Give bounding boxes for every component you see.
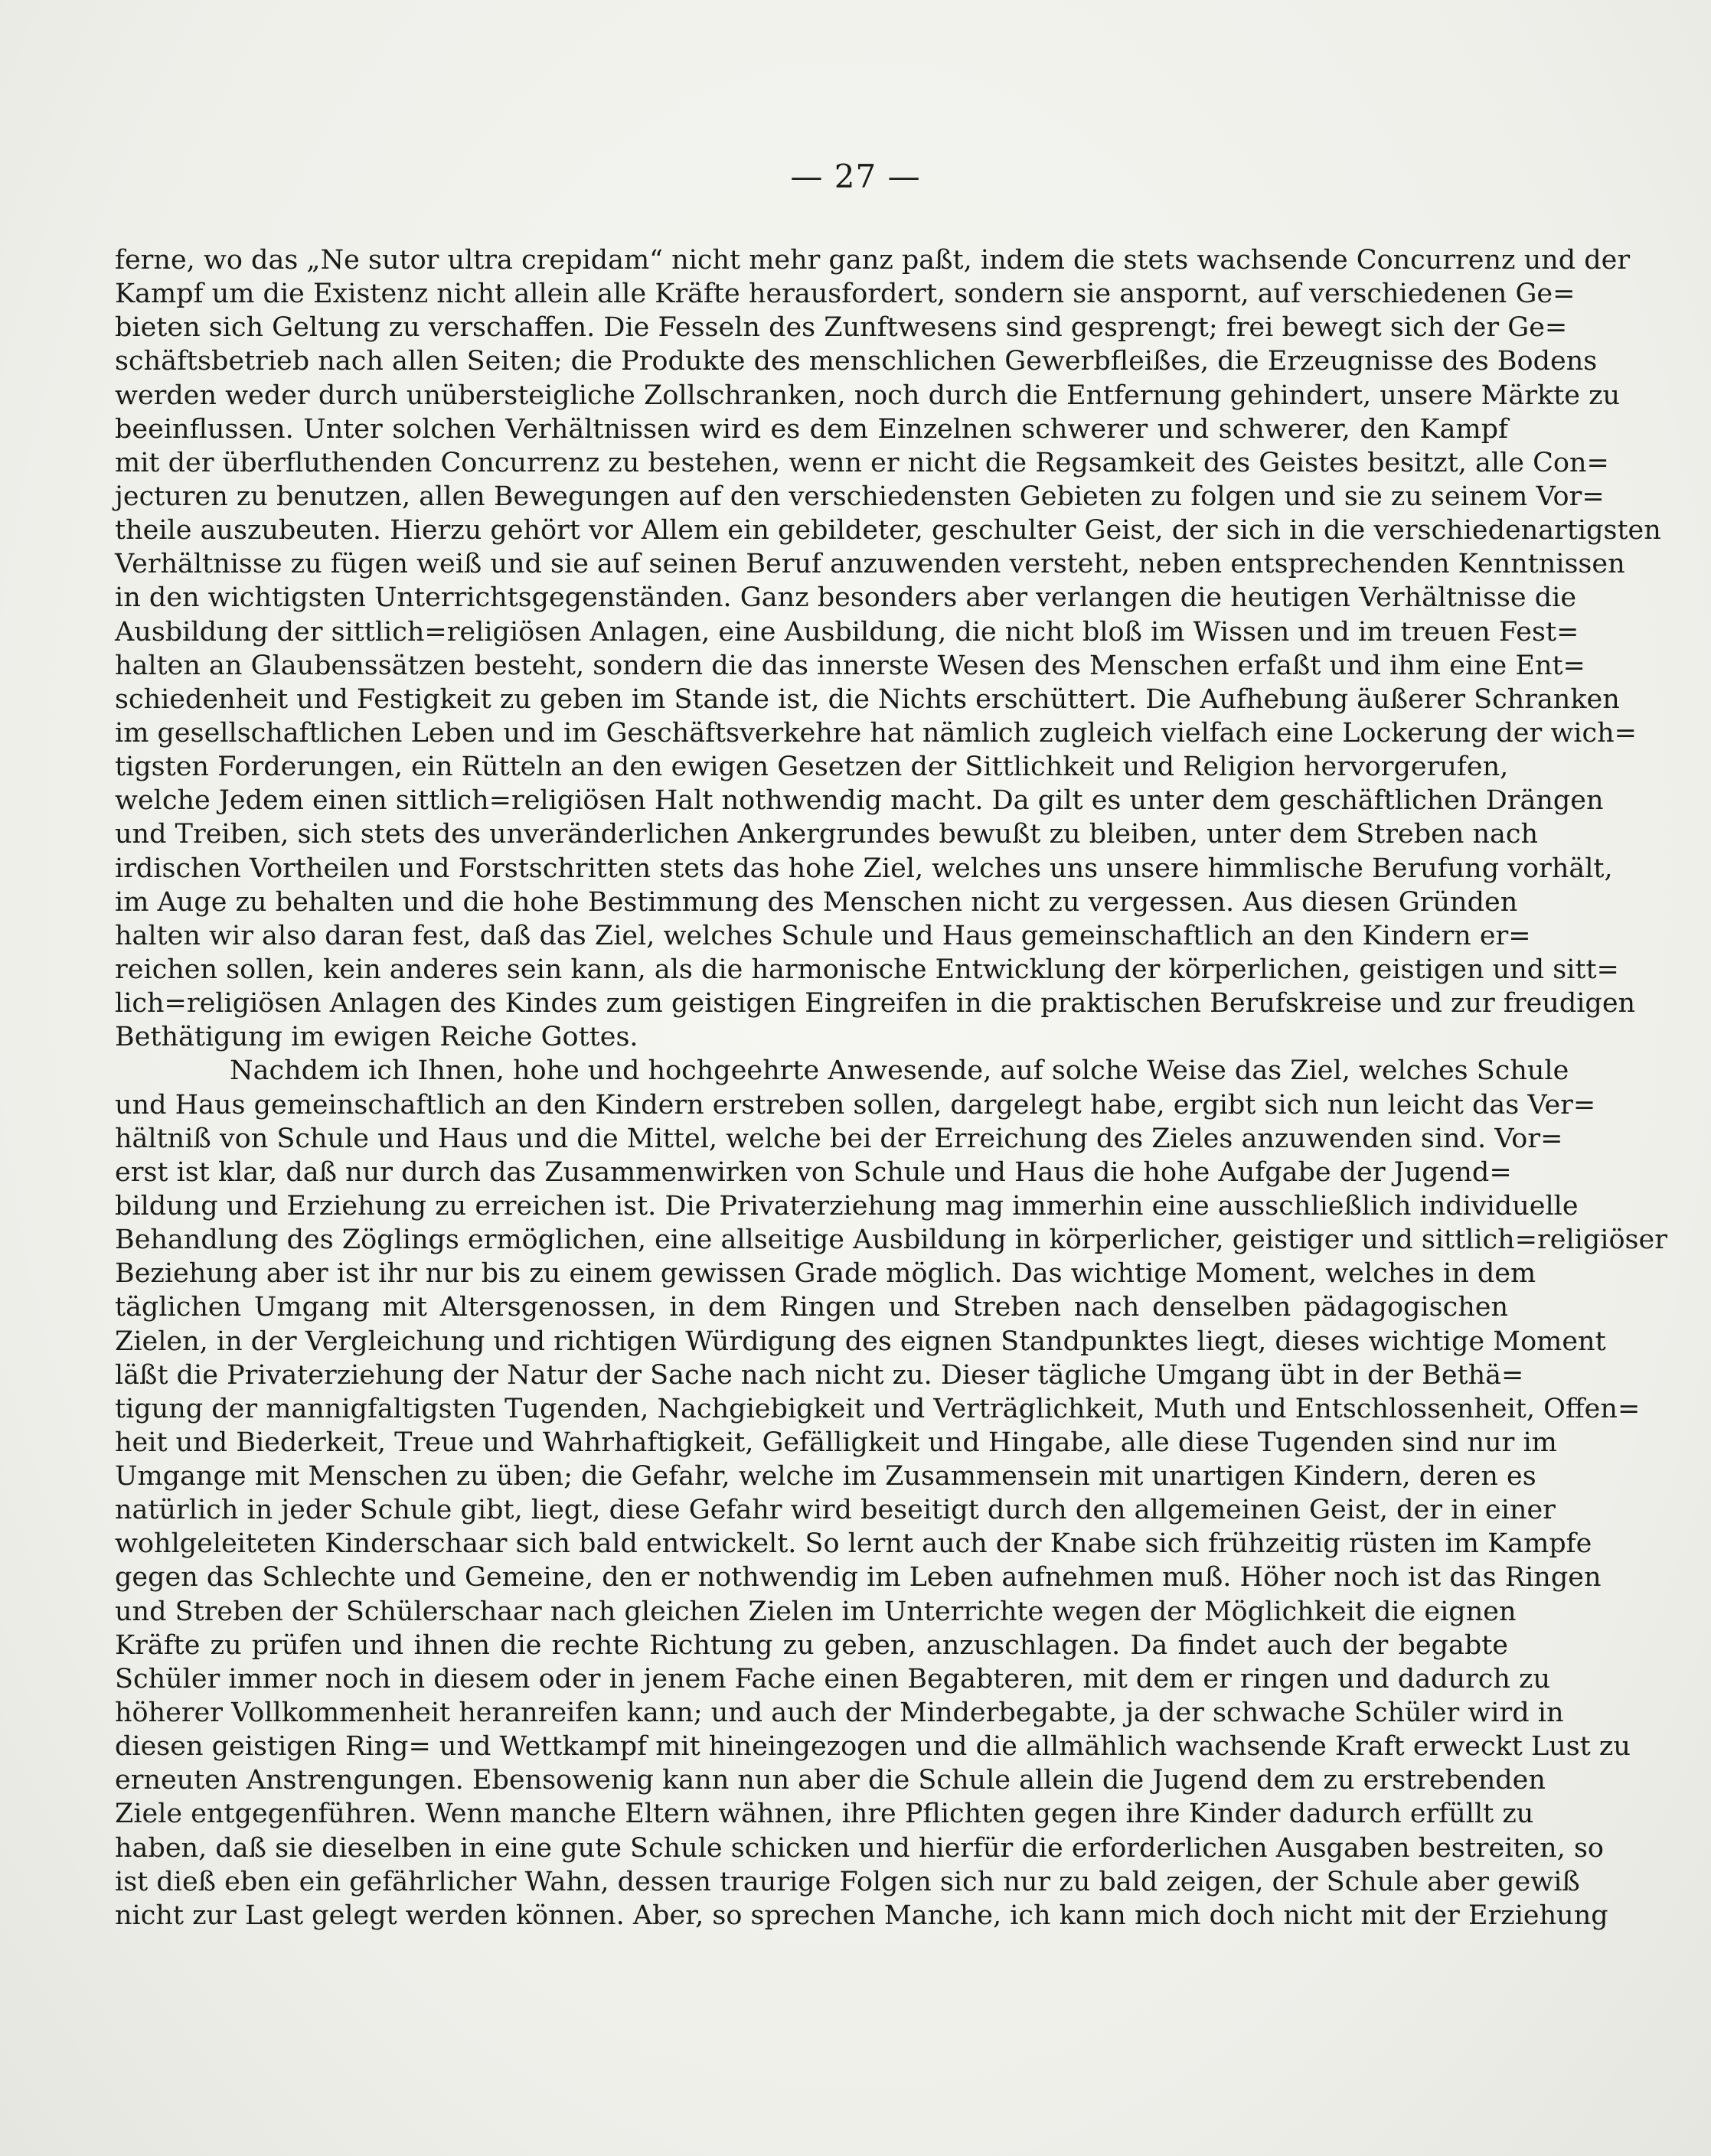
text-line: ferne, wo das „Ne sutor ultra crepidam“ nicht mehr ganz paßt, indem die stets wachsende Concurrenz und der (115, 245, 1631, 276)
text-line: halten an Glaubenssätzen besteht, sondern die das innerste Wesen des Menschen erfaßt und ihm eine Ent= (115, 650, 1585, 681)
body-text (115, 243, 1667, 1966)
text-line: schiedenheit und Festigkeit zu geben im Stande ist, die Nichts erschüttert. Die Aufhebung äußerer Schranken (115, 683, 1620, 715)
text-line: Verhältnisse zu fügen weiß und sie auf seinen Beruf anzuwenden versteht, neben entsprechenden Kenntnissen (115, 549, 1625, 580)
text-line: haben, daß sie dieselben in eine gute Schule schicken und hierfür die erforderlichen Ausgaben bestreiten, so (115, 1832, 1604, 1864)
text-line: gegen das Schlechte und Gemeine, den er nothwendig im Leben aufnehmen muß. Höher noch ist das Ringen (115, 1562, 1602, 1593)
text-line: nicht zur Last gelegt werden können. Aber, so sprechen Manche, ich kann mich doch nicht mit der Erziehung (115, 1900, 1608, 1931)
text-line: diesen geistigen Ring= und Wettkampf mit hineingezogen und die allmählich wachsende Kraft erweckt Lust zu (115, 1731, 1631, 1763)
text-line: irdischen Vortheilen und Forstschritten stets das hohe Ziel, welches uns unsere himmlische Berufung vorhält, (115, 853, 1613, 884)
text-line: bieten sich Geltung zu verschaffen. Die Fesseln des Zunftwesens sind gesprengt; frei bewegt sich der Ge= (115, 312, 1568, 344)
text-line: schäftsbetrieb nach allen Seiten; die Produkte des menschlichen Gewerbfleißes, die Erzeugnisse des Bodens (115, 346, 1598, 377)
text-line: natürlich in jeder Schule gibt, liegt, diese Gefahr wird beseitigt durch den allgemeinen Geist, der in einer (115, 1495, 1556, 1526)
text-line: werden weder durch unübersteigliche Zollschranken, noch durch die Entfernung gehindert, unsere Märkte zu (115, 380, 1621, 411)
text-line: im Auge zu behalten und die hohe Bestimmung des Menschen nicht zu vergessen. Aus diesen Gründen (115, 886, 1518, 918)
paragraph-end-line: Bethätigung im ewigen Reiche Gottes. (115, 1022, 638, 1053)
text-line: welche Jedem einen sittlich=religiösen Halt nothwendig macht. Da gilt es unter dem geschäftlichen Drängen (115, 785, 1604, 817)
page-number: — 27 — (790, 158, 921, 195)
text-line: jecturen zu benutzen, allen Bewegungen auf den verschiedensten Gebieten zu folgen und sie zu seinem Vor= (115, 481, 1605, 512)
text-line: ist dieß eben ein gefährlicher Wahn, dessen traurige Folgen sich nur zu bald zeigen, der Schule aber gewiß (115, 1866, 1580, 1897)
text-line: Zielen, in der Vergleichung und richtigen Würdigung des eignen Standpunktes liegt, dieses wichtige Moment (115, 1326, 1606, 1357)
text-line: täglichen Umgang mit Altersgenossen, in dem Ringen und Streben nach denselben pädagogischen (115, 1292, 1508, 1323)
text-line: läßt die Privaterziehung der Natur der Sache nach nicht zu. Dieser tägliche Umgang übt in der Bethä= (115, 1359, 1524, 1391)
text-line: Ziele entgegenführen. Wenn manche Eltern wähnen, ihre Pflichten gegen ihre Kinder dadurch erfüllt zu (115, 1799, 1534, 1830)
text-line: im gesellschaftlichen Leben und im Geschäftsverkehre hat nämlich zugleich vielfach eine Lockerung der wich= (115, 717, 1637, 749)
text-line: hältniß von Schule und Haus und die Mittel, welche bei der Erreichung des Zieles anzuwenden sind. Vor= (115, 1123, 1563, 1154)
text-line: bildung und Erziehung zu erreichen ist. Die Privaterziehung mag immerhin eine ausschließlich individuelle (115, 1190, 1579, 1222)
text-line: und Treiben, sich stets des unveränderlichen Ankergrundes bewußt zu bleiben, unter dem Streben nach (115, 819, 1539, 850)
text-line: und Streben der Schülerschaar nach gleichen Zielen im Unterrichte wegen der Möglichkeit die eignen (115, 1596, 1517, 1627)
text-line: Schüler immer noch in diesem oder in jenem Fache einen Begabteren, mit dem er ringen und dadurch zu (115, 1663, 1550, 1694)
text-line: wohlgeleiteten Kinderschaar sich bald entwickelt. So lernt auch der Knabe sich frühzeitig rüsten im Kampfe (115, 1528, 1592, 1560)
text-line: heit und Biederkeit, Treue und Wahrhaftigkeit, Gefälligkeit und Hingabe, alle diese Tugenden sind nur im (115, 1427, 1557, 1458)
text-line (115, 1933, 1508, 1966)
text-line: tigsten Forderungen, ein Rütteln an den ewigen Gesetzen der Sittlichkeit und Religion hervorgerufen, (115, 752, 1509, 783)
text-line: lich=religiösen Anlagen des Kindes zum geistigen Eingreifen in die praktischen Berufskreise und zur freudigen (115, 988, 1636, 1019)
text-line: Kräfte zu prüfen und ihnen die rechte Richtung zu geben, anzuschlagen. Da findet auch der begabte (115, 1629, 1508, 1661)
paragraph-start-line: Nachdem ich Ihnen, hohe und hochgeehrte Anwesende, auf solche Weise das Ziel, welches Schule (230, 1055, 1569, 1087)
text-line: halten wir also daran fest, daß das Ziel, welches Schule und Haus gemeinschaftlich an den Kindern er= (115, 920, 1531, 951)
text-line: beeinflussen. Unter solchen Verhältnissen wird es dem Einzelnen schwerer und schwerer, den Kampf (115, 413, 1508, 445)
text-line: höherer Vollkommenheit heranreifen kann; und auch der Minderbegabte, ja der schwache Schüler wird in (115, 1698, 1564, 1729)
text-line: mit der überfluthenden Concurrenz zu bestehen, wenn er nicht die Regsamkeit des Geistes besitzt, alle Con= (115, 447, 1609, 478)
text-line: Behandlung des Zöglings ermöglichen, eine allseitige Ausbildung in körperlicher, geistiger und sittlich=religiöser (115, 1225, 1667, 1256)
text-line: erst ist klar, daß nur durch das Zusammenwirken von Schule und Haus die hohe Aufgabe der Jugend= (115, 1156, 1512, 1188)
text-line: Kampf um die Existenz nicht allein alle Kräfte herausfordert, sondern sie anspornt, auf verschiedenen Ge= (115, 279, 1575, 310)
text-line: und Haus gemeinschaftlich an den Kindern erstreben sollen, dargelegt habe, ergibt sich nun leicht das Ver= (115, 1089, 1596, 1120)
text-line: theile auszubeuten. Hierzu gehört vor Allem ein gebildeter, geschulter Geist, der sich in die verschiedenartigsten (115, 515, 1661, 546)
text-line: tigung der mannigfaltigsten Tugenden, Nachgiebigkeit und Verträglichkeit, Muth und Entschlossenheit, Offen= (115, 1393, 1641, 1424)
text-line: Ausbildung der sittlich=religiösen Anlagen, eine Ausbildung, die nicht bloß im Wissen und im treuen Fest= (115, 616, 1579, 647)
text-line: Umgange mit Menschen zu üben; die Gefahr, welche im Zusammensein mit unartigen Kindern, deren es (115, 1461, 1536, 1492)
text-line: Beziehung aber ist ihr nur bis zu einem gewissen Grade möglich. Das wichtige Moment, welches in dem (115, 1258, 1536, 1290)
text-line: reichen sollen, kein anderes sein kann, als die harmonische Entwicklung der körperlichen, geistigen und sitt= (115, 954, 1619, 985)
text-line: erneuten Anstrengungen. Ebensowenig kann nun aber die Schule allein die Jugend dem zu erstrebenden (115, 1765, 1546, 1796)
text-line: in den wichtigsten Unterrichtsgegenständen. Ganz besonders aber verlangen die heutigen Verhältnisse die (115, 582, 1577, 614)
